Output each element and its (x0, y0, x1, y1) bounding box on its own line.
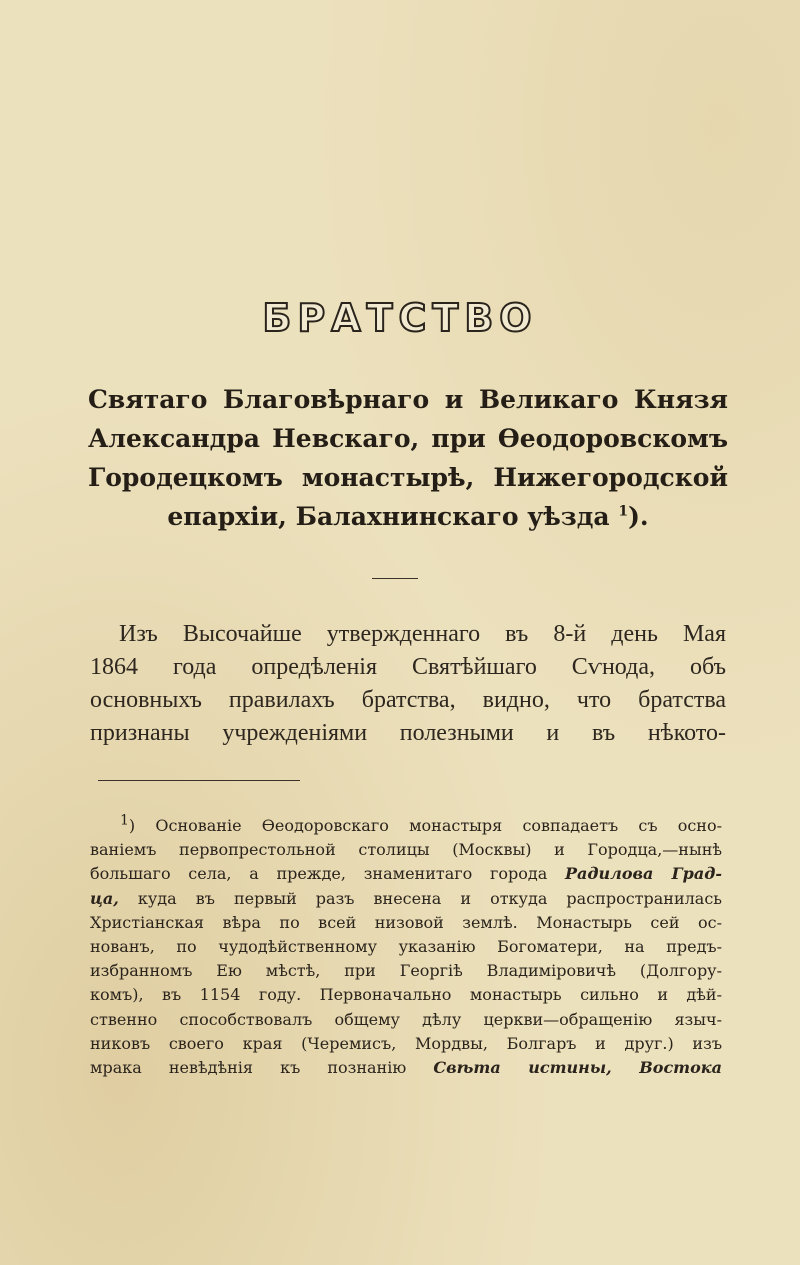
footnote-line (90, 814, 722, 838)
body-line: Изъ Высочайше утвержденнаго въ 8-й день Мая (119, 621, 726, 647)
subtitle-line: Святаго Благовѣрнаго и Великаго Князя (88, 385, 728, 414)
footnote-line-text: большаго села, а прежде, знаменитаго города (90, 864, 548, 884)
footnote-italic: Свѣта истины, Востока (433, 1058, 722, 1078)
body-line: признаны учрежденіями полезными и въ нѣкото- (90, 720, 726, 746)
footnote-line: нованъ, по чудодѣйственному указанію Богоматери, на предъ- (90, 937, 722, 957)
footnote-italic: ца, (90, 888, 119, 908)
footnote-marker: 1 (120, 812, 129, 829)
subtitle-line: Александра Невскаго, при Ѳеодоровскомъ (88, 424, 728, 453)
body-line: основныхъ правилахъ братства, видно, что братства (90, 687, 726, 713)
footnote-line-text: куда въ первый разъ внесена и откуда распространилась (137, 888, 722, 908)
subtitle-line-last (88, 497, 728, 536)
footnote-reference[interactable]: 1 (618, 503, 629, 520)
section-divider (372, 578, 418, 579)
body-line: 1864 года опредѣленія Святѣйшаго Сѵнода, объ (90, 654, 726, 680)
subtitle (88, 380, 728, 536)
subtitle-line: Городецкомъ монастырѣ, Нижегородской (88, 463, 728, 492)
footnote-line (90, 887, 722, 911)
footnote-line-text: мрака невѣдѣнія къ познанію (90, 1058, 407, 1078)
footnote-divider (98, 780, 300, 781)
body-paragraph (90, 618, 726, 750)
footnote-italic: Радилова Град- (565, 864, 722, 884)
footnote (90, 814, 722, 1080)
subtitle-closing: ). (628, 502, 649, 531)
footnote-line: избранномъ Ею мѣстѣ, при Георгіѣ Владиміровичѣ (Долгору- (90, 961, 722, 981)
footnote-line: никовъ своего края (Черемисъ, Мордвы, Болгаръ и друг.) изъ (90, 1033, 722, 1053)
footnote-line: комъ), въ 1154 году. Первоначально монастырь сильно и дѣй- (90, 985, 722, 1005)
footnote-line: ваніемъ первопрестольной столицы (Москвы) и Городца,—нынѣ (90, 840, 722, 860)
footnote-line-text: ) Основаніе Ѳеодоровскаго монастыря совпадаетъ съ осно- (128, 816, 722, 835)
page-title: БРАТСТВО (262, 296, 538, 340)
footnote-line (90, 1056, 722, 1080)
footnote-line (90, 862, 722, 886)
subtitle-line-text: епархіи, Балахнинскаго уѣзда (167, 502, 610, 531)
footnote-line: Христіанская вѣра по всей низовой землѣ. Монастырь сей ос- (90, 912, 722, 932)
footnote-line: ственно способствовалъ общему дѣлу церкви—обращенію языч- (90, 1009, 722, 1029)
